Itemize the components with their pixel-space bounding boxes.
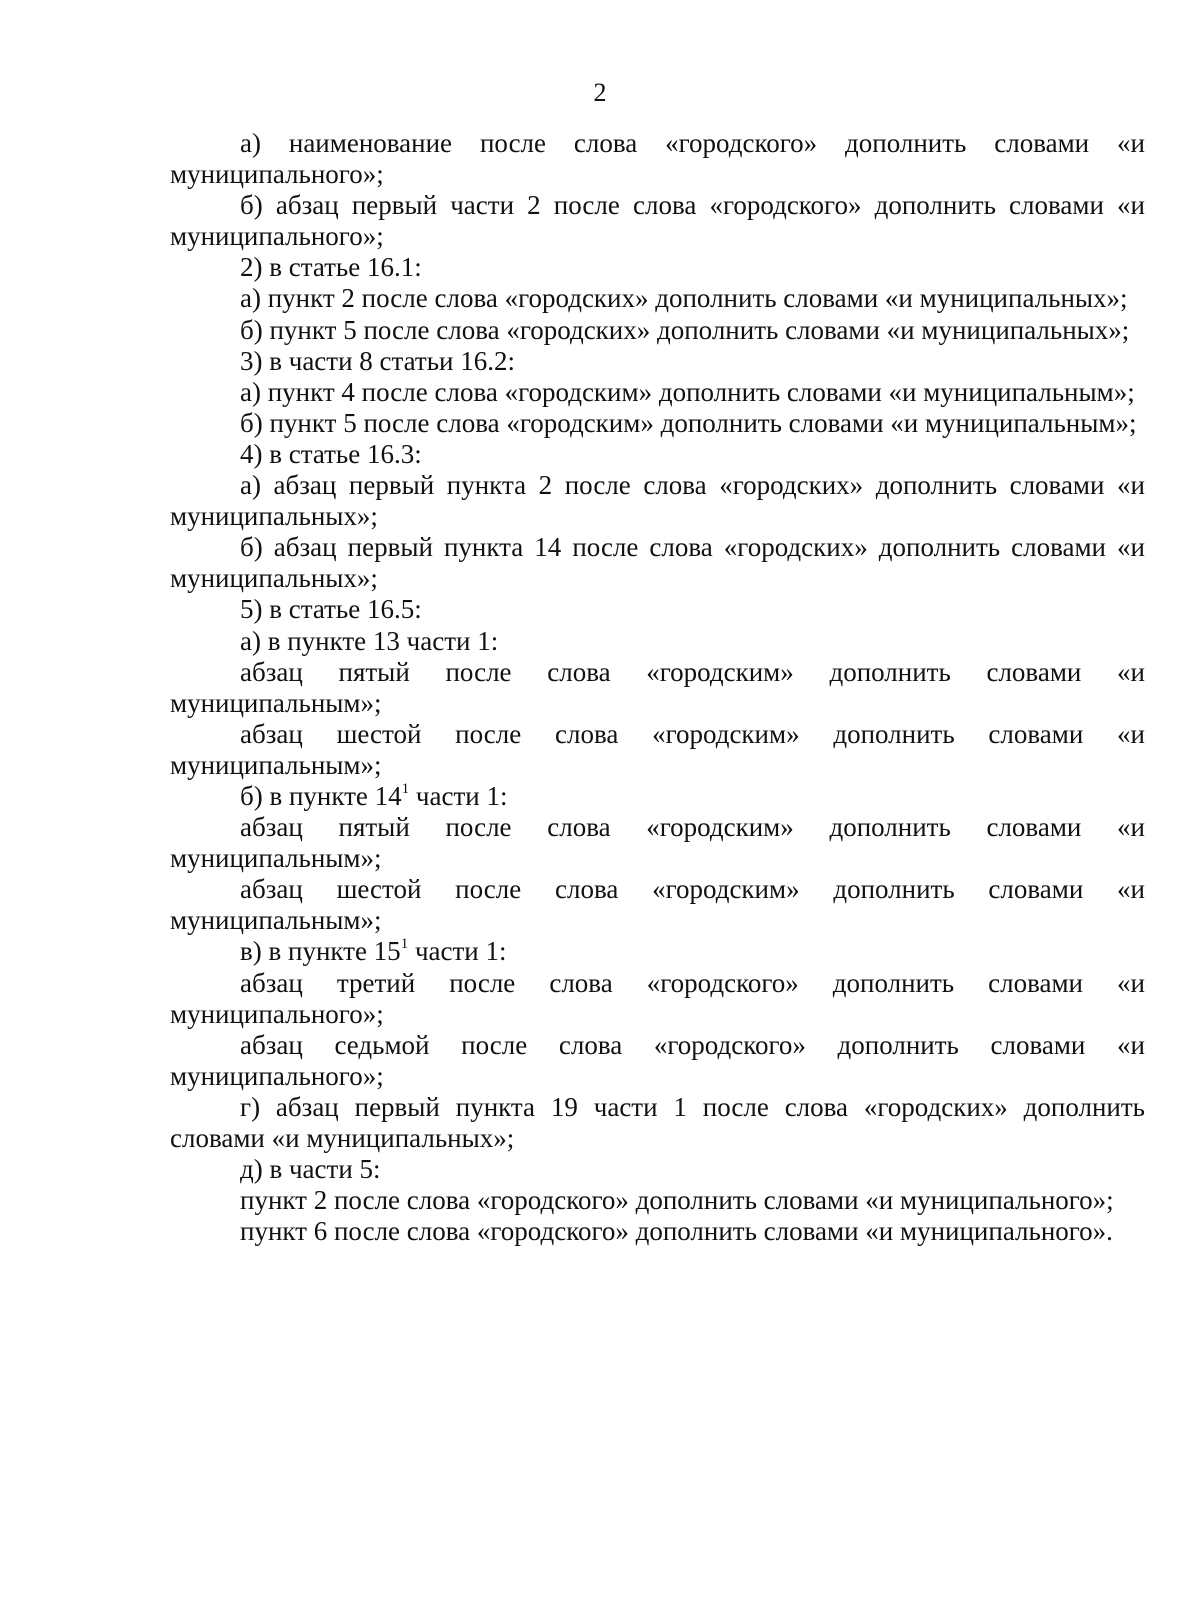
section-heading: 5) в статье 16.5: [240,594,422,625]
paragraph: г) абзац первый пункта 19 части 1 после слова «городских» дополнить словами «и муниципальных»; [170,1091,1145,1153]
section-heading: 2) в статье 16.1: [240,252,422,283]
paragraph: пункт 6 после слова «городского» дополнить словами «и муниципального». [240,1216,1113,1247]
superscript: 1 [400,936,409,953]
heading-text: б) в пункте 14 [240,780,402,811]
paragraph: б) пункт 5 после слова «городским» дополнить словами «и муниципальным»; [240,407,1137,438]
document-body [170,128,1145,1247]
superscript: 1 [401,780,410,797]
paragraph: б) абзац первый части 2 после слова «городского» дополнить словами «и муниципального»; [170,190,1145,252]
paragraph: а) наименование после слова «городского» дополнить словами «и муниципального»; [170,128,1145,190]
paragraph: а) пункт 4 после слова «городским» дополнить словами «и муниципальным»; [240,376,1135,407]
subsection-heading [170,936,1145,967]
subsection-heading: а) в пункте 13 части 1: [240,625,499,656]
paragraph: б) пункт 5 после слова «городских» дополнить словами «и муниципальных»; [240,314,1130,345]
paragraph: а) пункт 2 после слова «городских» дополнить словами «и муниципальных»; [240,283,1128,314]
subsection-heading [170,781,1145,812]
page-number: 2 [593,78,607,107]
paragraph: а) абзац первый пункта 2 после слова «городских» дополнить словами «и муниципальных»; [170,470,1145,532]
paragraph: абзац шестой после слова «городским» дополнить словами «и муниципальным»; [170,874,1145,936]
paragraph: пункт 2 после слова «городского» дополнить словами «и муниципального»; [240,1185,1114,1216]
paragraph: б) абзац первый пункта 14 после слова «городских» дополнить словами «и муниципальных»; [170,532,1145,594]
heading-text: в) в пункте 15 [240,936,401,967]
paragraph: абзац пятый после слова «городским» дополнить словами «и муниципальным»; [170,656,1145,718]
heading-text: части 1: [408,936,507,967]
paragraph: абзац шестой после слова «городским» дополнить словами «и муниципальным»; [170,718,1145,780]
paragraph: абзац пятый после слова «городским» дополнить словами «и муниципальным»; [170,812,1145,874]
section-heading: 3) в части 8 статьи 16.2: [240,345,515,376]
paragraph: абзац третий после слова «городского» дополнить словами «и муниципального»; [170,967,1145,1029]
subsection-heading: д) в части 5: [240,1154,381,1185]
paragraph: абзац седьмой после слова «городского» дополнить словами «и муниципального»; [170,1029,1145,1091]
section-heading: 4) в статье 16.3: [240,438,422,469]
heading-text: части 1: [409,780,508,811]
